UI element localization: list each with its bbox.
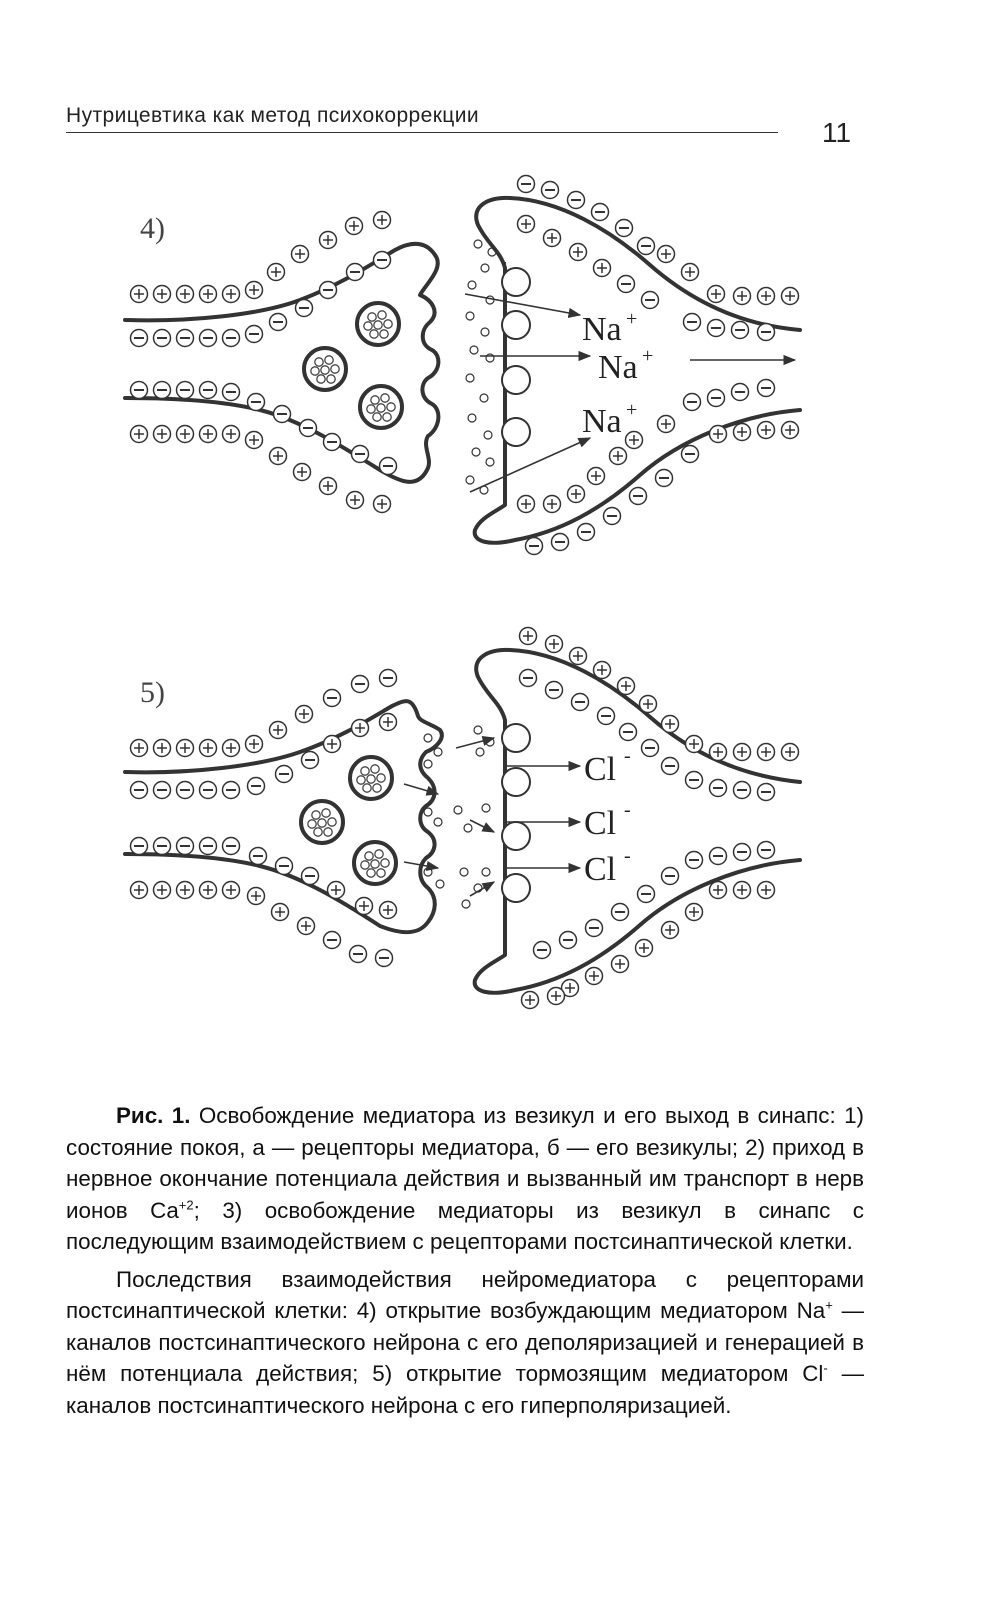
figure-caption	[66, 1100, 864, 1421]
caption-paragraph-2	[66, 1264, 864, 1422]
ion-charge: -	[624, 799, 631, 821]
ion-charge: -	[624, 845, 631, 867]
presynaptic-charges	[131, 670, 397, 967]
caption-text: — каналов постсинаптического нейрона с его гиперполяризацией.	[66, 1361, 864, 1418]
postsynaptic-charges	[520, 628, 799, 1009]
vesicle	[360, 386, 402, 428]
caption-text: Последствия взаимодействия нейромедиатора с рецепторами постсинаптической клетки: 4) открытие возбуждающим медиатором Na	[66, 1266, 864, 1323]
page-number: 11	[822, 117, 852, 148]
panel-label-4: 4)	[140, 212, 165, 245]
vesicle	[357, 303, 399, 345]
vesicle	[354, 842, 396, 884]
panel-label-5: 5)	[140, 676, 165, 709]
ion-charge: +	[626, 308, 638, 330]
superscript: -	[823, 1360, 828, 1376]
postsynaptic-charges	[518, 176, 799, 555]
ion-label: Na	[598, 349, 638, 386]
ion-label: Cl	[584, 851, 617, 888]
superscript: +	[825, 1297, 833, 1313]
caption-text: Освобождение медиатора из везикул и его выход в синапс: 1) состояние покоя, а — рецепторы медиатора, б — его везикулы; 2) приход в нервное окончание потенциала действия и вызванный им транспорт в нерв ионов Ca	[66, 1103, 864, 1223]
vesicle	[304, 348, 346, 390]
mediator-molecules	[466, 240, 496, 494]
ion-charge: -	[624, 745, 631, 767]
vesicle	[301, 801, 343, 843]
running-title: Нутрицевтика как метод психокоррекции	[66, 104, 479, 127]
figure-label: Рис. 1.	[116, 1103, 191, 1128]
superscript: +2	[178, 1197, 194, 1213]
panel-5	[125, 628, 800, 1009]
vesicle	[350, 757, 392, 799]
ion-label: Cl	[584, 751, 617, 788]
presynaptic-membrane	[125, 244, 438, 482]
ion-charge: +	[626, 399, 638, 421]
panel-4	[125, 176, 800, 555]
ion-label: Na	[582, 311, 622, 348]
caption-paragraph-1	[66, 1100, 864, 1258]
ion-label: Cl	[584, 805, 617, 842]
caption-text: — каналов постсинаптического нейрона с его деполяризацией и генерацией в нём потенциала действия; 5) открытие тормозящим медиатором Cl	[66, 1298, 864, 1386]
presynaptic-charges	[131, 212, 397, 513]
ion-label: Na	[582, 403, 622, 440]
ion-charge: +	[642, 345, 654, 367]
mediator-molecules	[424, 726, 494, 908]
caption-text: ; 3) освобождение медиаторы из везикул в синапс с последующим взаимодействием с рецепторами постсинаптической клетки.	[66, 1197, 864, 1254]
